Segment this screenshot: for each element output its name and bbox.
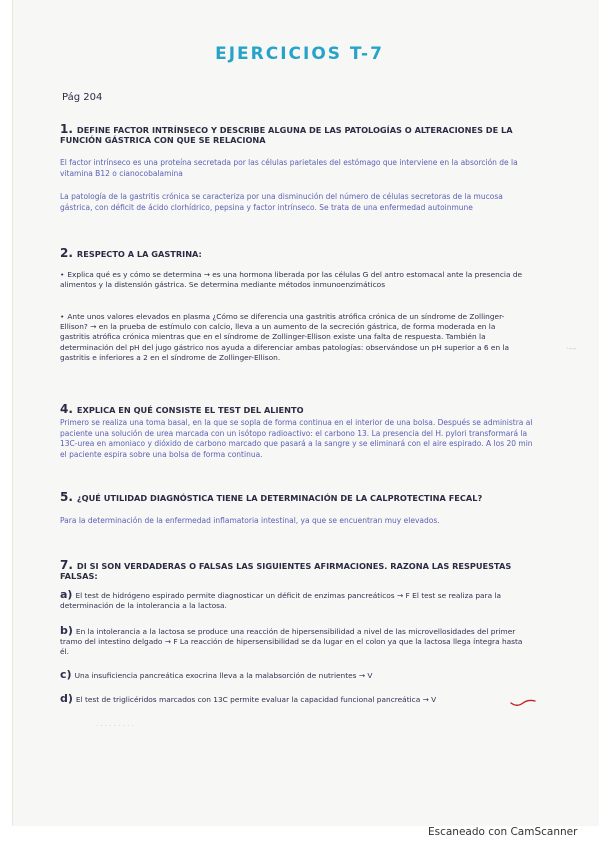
- question-2: [60, 248, 530, 259]
- statement-b: [60, 626, 526, 658]
- scanner-watermark: Escaneado con CamScanner: [428, 826, 578, 838]
- statement-a-letter: a): [60, 588, 73, 601]
- question-4: [60, 404, 530, 415]
- statement-b-letter: b): [60, 624, 73, 637]
- statement-c-text: Una insuficiencia pancreática exocrina lleva a la malabsorción de nutrientes → V: [74, 671, 373, 680]
- question-5-answer: Para la determinación de la enfermedad inflamatoria intestinal, ya que se encuentran muy elevados.: [60, 516, 440, 525]
- statement-c: [60, 670, 526, 681]
- question-2-number: 2.: [60, 246, 73, 260]
- question-5-text: ¿QUÉ UTILIDAD DIAGNÓSTICA TIENE LA DETERMINACIÓN DE LA CALPROTECTINA FECAL?: [76, 493, 483, 503]
- statement-d: [60, 694, 500, 705]
- question-1-answer-1: El factor intrínseco es una proteína secretada por las células parietales del estómago que interviene en la absorción de la vitamina B12 o cianocobalamina: [60, 158, 518, 178]
- question-2-bullet-2: • Ante unos valores elevados en plasma ¿Cómo se diferencia una gastritis atrófica crónica de un síndrome de Zollinger-Ellison? → en la prueba de estímulo con calcio, lleva a un aumento de la secreción gástrica, de forma moderada en la gastritis atrófica crónica mientras que en el síndrome de Zollinger-Ellison existe una falta de respuesta. También la determinación del pH del jugo gástrico nos ayuda a diferenciar ambas patologías: observándose un pH superior a 6 en la gastritis e inferiores a 2 en el síndrome de Zollinger-Ellison.: [60, 312, 510, 362]
- question-4-number: 4.: [60, 402, 73, 416]
- statement-a-text: El test de hidrógeno espirado permite diagnosticar un déficit de enzimas pancreáticos → F El test se realiza para la determinación de la intolerancia a la lactosa.: [60, 591, 502, 611]
- question-2-bullet-2-text: Ante unos valores elevados en plasma ¿Cómo se diferencia una gastritis atrófica crónica de un síndrome de Zollinger-Ellison? → en la prueba de estímulo con calcio, lleva a un aumento de la secreción gástrica, de forma moderada en la gastritis atrófica crónica mientras que en el síndrome de Zollinger-Ellison existe una falta de respuesta. También la determinación del pH del jugo gástrico nos ayuda a diferenciar ambas patologías: observándose un pH superior a 6 en la gastritis e inferiores a 2 en el síndrome de Zollinger-Ellison.: [60, 312, 510, 362]
- statement-b-text: En la intolerancia a la lactosa se produce una reacción de hipersensibilidad a nivel de las microvellosidades del primer tramo del intestino delgado → F La reacción de hipersensibilidad se da lugar en el colon ya que la lactosa llega íntegra hasta él.: [60, 627, 523, 657]
- question-4-answer: Primero se realiza una toma basal, en la que se sopla de forma continua en el interior de una bolsa. Después se administra al paciente una solución de urea marcada con un isótopo radioactivo: el carbono 13. La presencia del H. pylori transformará la 13C-urea en amoniaco y dióxido de carbono marcado que pasará a la sangre y se eliminará con el aire espirado. A los 20 min el paciente espira sobre una bolsa de forma continua.: [60, 418, 533, 459]
- question-2-text: RESPECTO A LA GASTRINA:: [76, 249, 202, 259]
- page-number-label: Pág 204: [62, 92, 103, 103]
- statement-d-letter: d): [60, 692, 73, 705]
- margin-mark: ·––: [566, 344, 577, 353]
- statement-c-letter: c): [60, 668, 72, 681]
- question-1-number: 1.: [60, 122, 73, 136]
- question-4-text: EXPLICA EN QUÉ CONSISTE EL TEST DEL ALIENTO: [76, 405, 304, 415]
- faint-bleed-through: · · · · · · · · ·: [96, 722, 134, 730]
- question-5-number: 5.: [60, 490, 73, 504]
- question-5: [60, 492, 530, 503]
- question-1-text: DEFINE FACTOR INTRÍNSECO Y DESCRIBE ALGUNA DE LAS PATOLOGÍAS O ALTERACIONES DE LA FUNCIÓN GÁSTRICA CON QUE SE RELACIONA: [60, 125, 513, 145]
- question-7: [60, 560, 530, 581]
- question-1: [60, 124, 530, 145]
- statement-a: [60, 590, 526, 611]
- statement-d-text: El test de triglicéridos marcados con 13C permite evaluar la capacidad funcional pancreática → V: [75, 695, 437, 704]
- page-title: EJERCICIOS T-7: [215, 44, 384, 64]
- question-1-answer-2: La patología de la gastritis crónica se caracteriza por una disminución del número de células secretoras de la mucosa gástrica, con déficit de ácido clorhídrico, pepsina y factor intrínseco. Se trata de una enfermedad autoinmune: [60, 192, 503, 212]
- question-7-text: DI SI SON VERDADERAS O FALSAS LAS SIGUIENTES AFIRMACIONES. RAZONA LAS RESPUESTAS FALSAS:: [60, 561, 512, 581]
- question-2-bullet-1-text: Explica qué es y cómo se determina → es una hormona liberada por las células G del antro estomacal ante la presencia de alimentos y la distensión gástrica. Se determina mediante métodos inmunoenzimáticos: [60, 270, 523, 290]
- red-check-mark-icon: [510, 698, 536, 708]
- question-2-bullet-1: • Explica qué es y cómo se determina → es una hormona liberada por las células G del antro estomacal ante la presencia de alimentos y la distensión gástrica. Se determina mediante métodos inmunoenzimáticos: [60, 270, 523, 290]
- question-7-number: 7.: [60, 558, 73, 572]
